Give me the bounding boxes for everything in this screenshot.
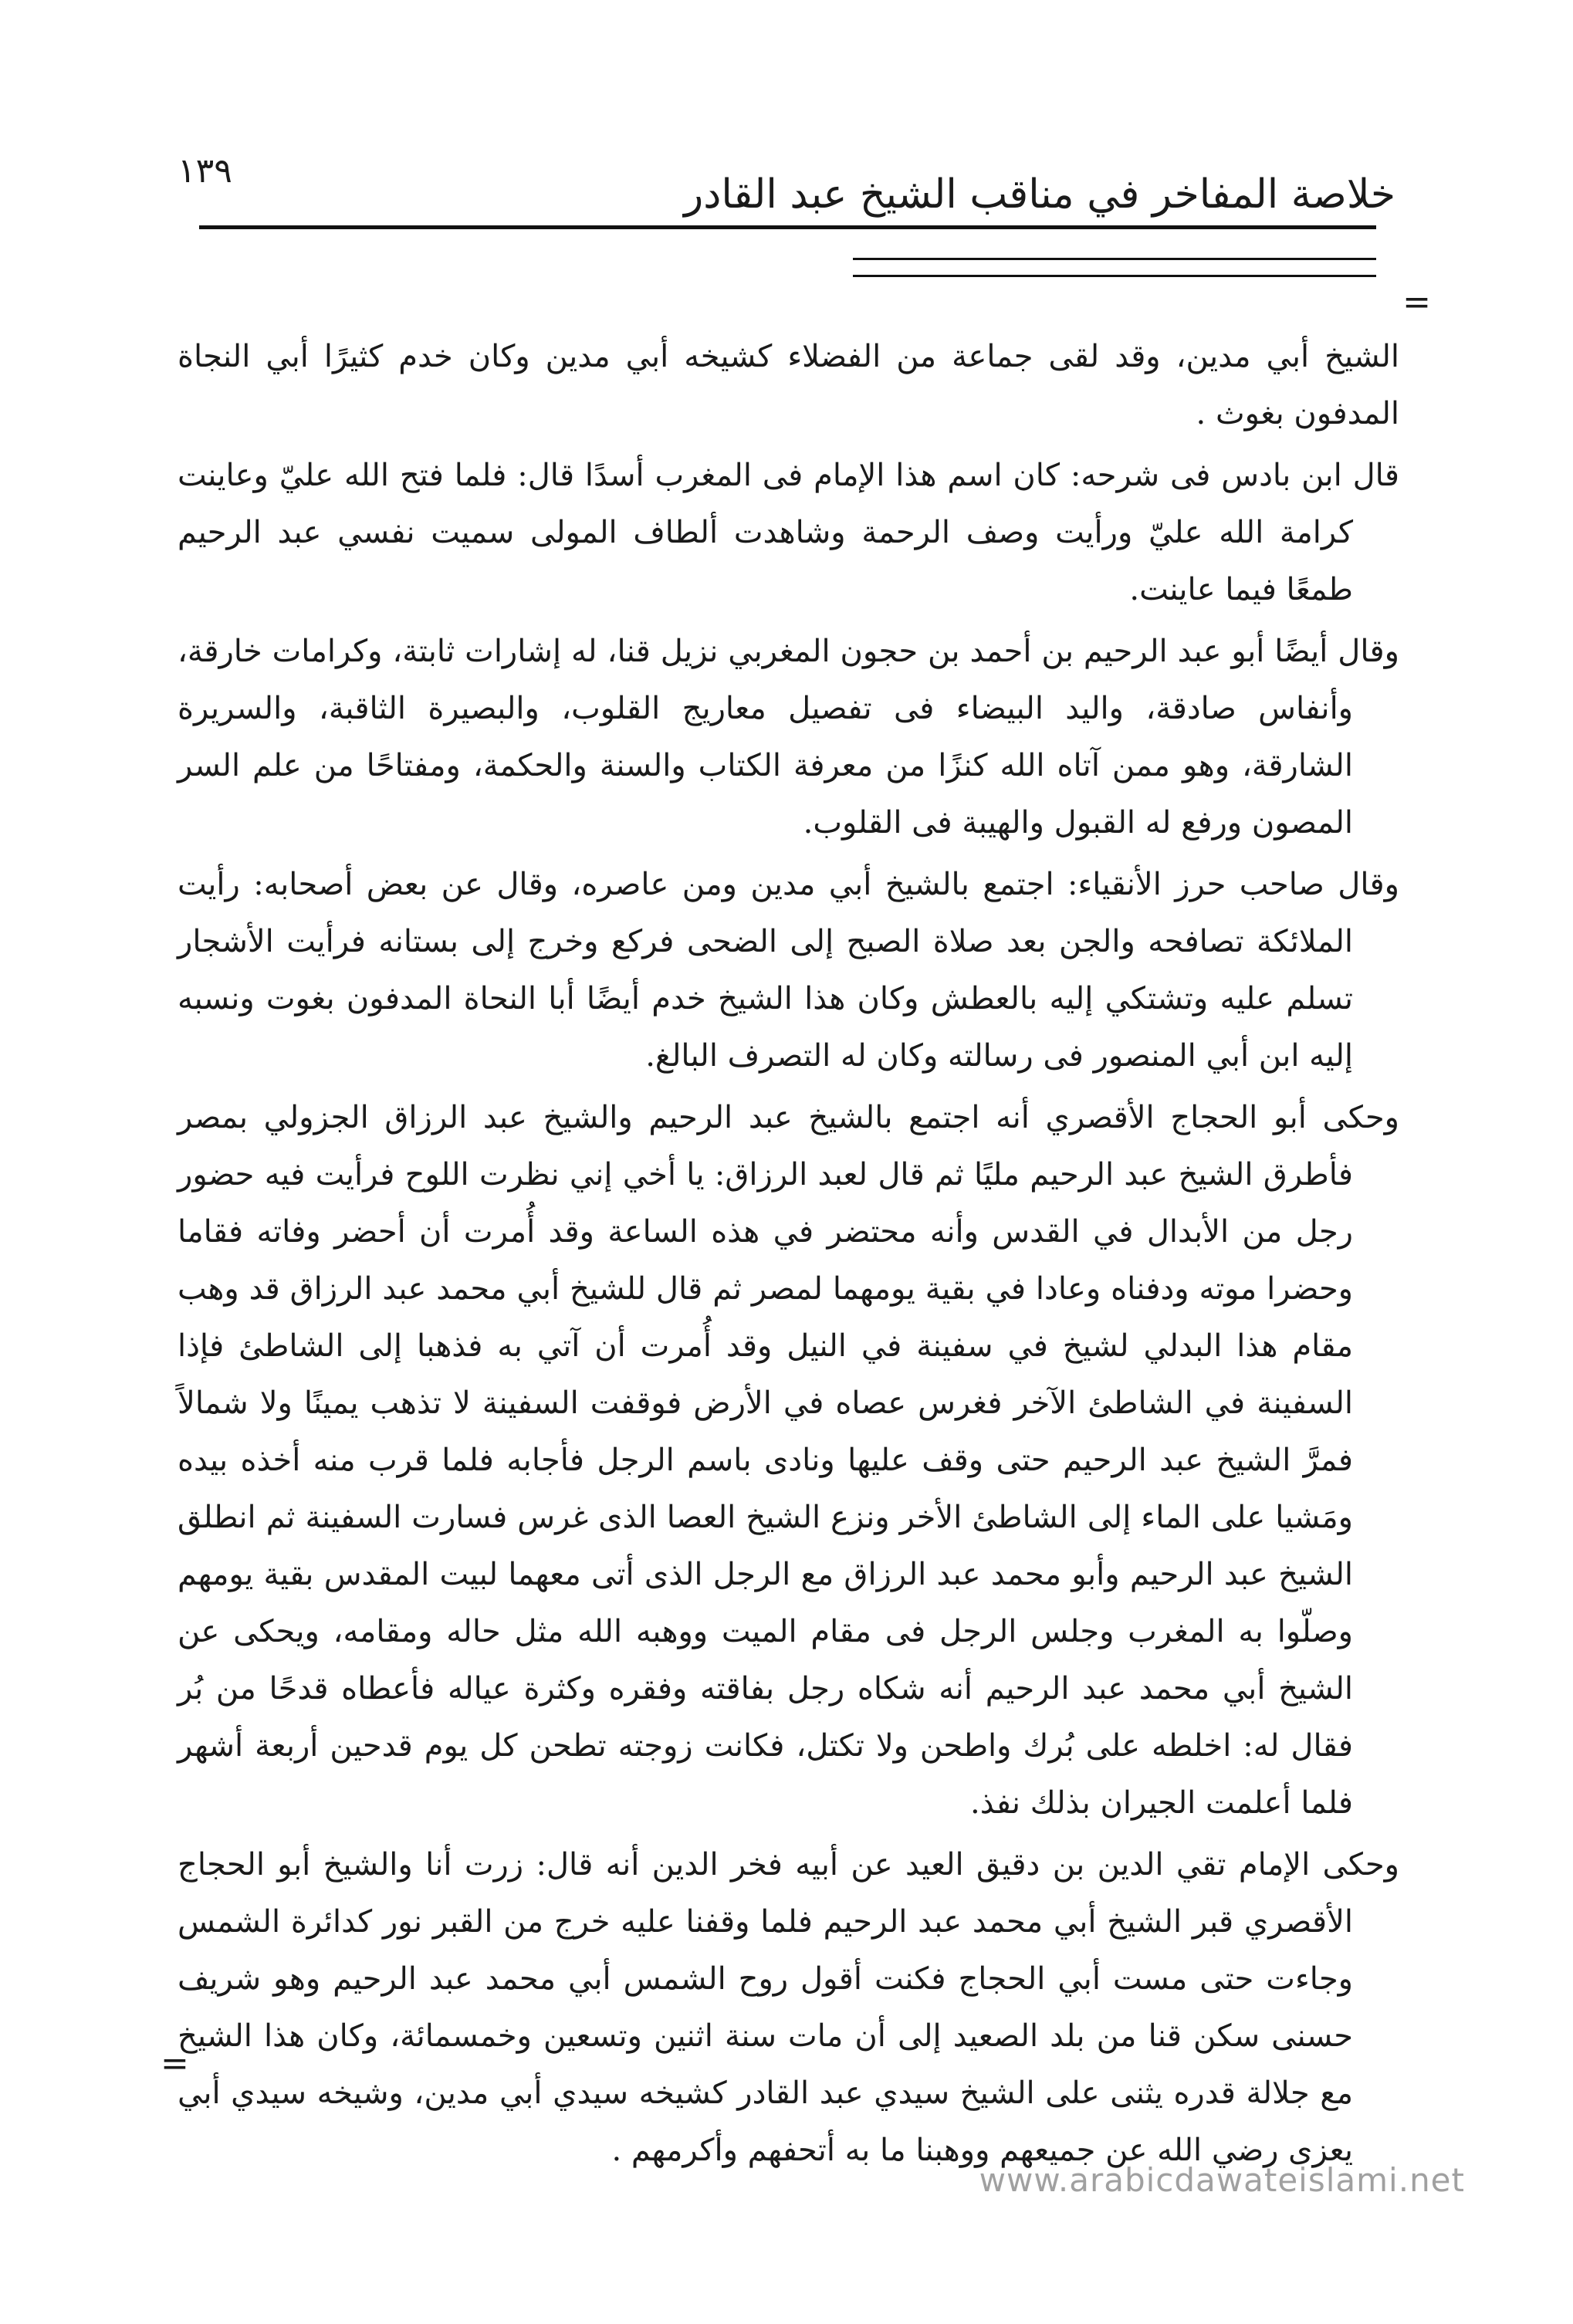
header-rule-double-bottom xyxy=(853,275,1376,277)
body-text xyxy=(178,328,1399,2184)
paragraph-5: وحكى أبو الحجاج الأقصري أنه اجتمع بالشيخ عبد الرحيم والشيخ عبد الرزاق الجزولي بمصر فأطرق الشيخ عبد الرحيم مليًا ثم قال لعبد الرزاق: يا أخي إني نظرت اللوح فرأيت فيه حضور رجل من الأبدال في القدس وأنه محتضر في هذه الساعة وقد أُمرت أن أحضر وفاته فقاما وحضرا موته ودفناه وعادا في بقية يومهما لمصر ثم قال للشيخ أبي محمد عبد الرزاق قد وهب مقام هذا البدلي لشيخ في سفينة في النيل وقد أُمرت أن آتي به فذهبا إلى الشاطئ فإذا السفينة في الشاطئ الآخر فغرس عصاه في الأرض فوقفت السفينة لا تذهب يمينًا ولا شمالاً فمرَّ الشيخ عبد الرحيم حتى وقف عليها ونادى باسم الرجل فأجابه فلما قرب منه أخذه بيده ومَشيا على الماء إلى الشاطئ الأخر ونزع الشيخ العصا الذى غرس فسارت السفينة ثم انطلق الشيخ عبد الرحيم وأبو محمد عبد الرزاق مع الرجل الذى أتى معهما لبيت المقدس بقية يومهم وصلّوا به المغرب وجلس الرجل فى مقام الميت ووهبه الله مثل حاله ومقامه، ويحكى عن الشيخ أبي محمد عبد الرحيم أنه شكاه رجل بفاقته وفقره وكثرة عياله فأعطاه قدحًا من بُر فقال له: اخلطه على بُرك واطحن ولا تكتل، فكانت زوجته تطحن كل يوم قدحين أربعة أشهر فلما أعلمت الجيران بذلك نفذ. xyxy=(178,1100,1399,1821)
paragraph-3: وقال أيضًا أبو عبد الرحيم بن أحمد بن حجون المغربي نزيل قنا، له إشارات ثابتة، وكرامات خارقة، وأنفاس صادقة، واليد البيضاء فى تفصيل معاريج القلوب، والبصيرة الثاقبة، والسريرة الشارقة، وهو ممن آتاه الله كنزًا من معرفة الكتاب والسنة والحكمة، ومفتاحًا من علم السر المصون ورفع له القبول والهيبة فى القلوب. xyxy=(178,634,1399,841)
header-rule xyxy=(199,225,1376,229)
header-rule-double-top xyxy=(853,258,1376,260)
continuation-mark-bottom: = xyxy=(161,2044,189,2083)
watermark: www.arabicdawateislami.net xyxy=(979,2161,1465,2199)
paragraph-6: وحكى الإمام تقي الدين بن دقيق العيد عن أبيه فخر الدين أنه قال: زرت أنا والشيخ أبو الحجاج الأقصري قبر الشيخ أبي محمد عبد الرحيم فلما وقفنا عليه خرج من القبر نور كدائرة الشمس وجاءت حتى مست أبي الحجاج فكنت أقول روح الشمس أبي محمد عبد الرحيم وهو شريف حسنى سكن قنا من بلد الصعيد إلى أن مات سنة اثنين وتسعين وخمسمائة، وكان هذا الشيخ مع جلالة قدره يثنى على الشيخ سيدي عبد القادر كشيخه سيدي أبي مدين، وشيخه سيدي أبي يعزى رضي الله عن جميعهم ووهبنا ما به أتحفهم وأكرمهم . xyxy=(178,1847,1400,2168)
paragraph-1: الشيخ أبي مدين، وقد لقى جماعة من الفضلاء كشيخه أبي مدين وكان خدم كثيرًا أبي النجاة المدفون بغوث . xyxy=(178,339,1399,431)
paragraph-2: قال ابن بادس فى شرحه: كان اسم هذا الإمام فى المغرب أسدًا قال: فلما فتح الله عليّ وعاينت كرامة الله عليّ ورأيت وصف الرحمة وشاهدت ألطاف المولى سميت نفسي عبد الرحيم طمعًا فيما عاينت. xyxy=(178,458,1399,607)
continuation-mark-top: = xyxy=(1402,282,1431,322)
page-number: ١٣٩ xyxy=(178,151,232,191)
paragraph-4: وقال صاحب حرز الأنقياء: اجتمع بالشيخ أبي مدين ومن عاصره، وقال عن بعض أصحابه: رأيت الملائكة تصافحه والجن بعد صلاة الصبح إلى الضحى فركع وخرج إلى بستانه فرأيت الأشجار تسلم عليه وتشتكي إليه بالعطش وكان هذا الشيخ خدم أيضًا أبا النحاة المدفون بغوت ونسبه إليه ابن أبي المنصور فى رسالته وكان له التصرف البالغ. xyxy=(178,867,1399,1074)
running-title: خلاصة المفاخر في مناقب الشيخ عبد القادر xyxy=(684,171,1395,218)
